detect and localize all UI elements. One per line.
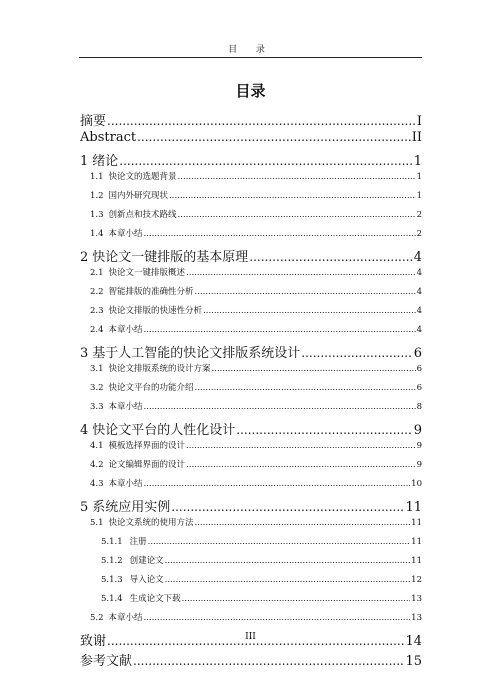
- toc-entry-title: 导入论文: [129, 575, 164, 585]
- toc-dot-leader: [119, 154, 412, 169]
- toc-entry-title: 绪论: [92, 154, 119, 169]
- toc-entry[interactable]: [80, 650, 422, 670]
- toc-title: 目录: [235, 82, 266, 100]
- toc-entry[interactable]: [80, 516, 422, 535]
- toc-dot-leader: [178, 172, 416, 182]
- toc-entry-number: 4.2: [90, 460, 104, 470]
- toc-entry-page: 15: [405, 654, 422, 669]
- toc-dot-leader: [165, 575, 411, 585]
- toc-entry-page: 1: [413, 154, 422, 169]
- toc-entry-number: 1.3: [90, 210, 104, 220]
- toc-dot-leader: [195, 287, 416, 297]
- toc-entry-title: 本章小结: [108, 479, 143, 489]
- toc-entry[interactable]: [80, 362, 422, 381]
- toc-entry-number: 3.2: [90, 383, 104, 393]
- toc-entry-number: 5.1.3: [101, 575, 123, 585]
- toc-dot-leader: [133, 654, 404, 669]
- toc-entry-number: 1.2: [90, 191, 104, 201]
- toc-entry[interactable]: [80, 342, 422, 362]
- toc-entry-page: I: [416, 114, 422, 129]
- toc-dot-leader: [144, 479, 411, 489]
- toc-dot-leader: [195, 383, 416, 393]
- toc-entry[interactable]: [80, 246, 422, 266]
- toc-entry-title: 本章小结: [108, 229, 143, 239]
- toc-entry-page: 4: [413, 250, 422, 265]
- toc-entry-number: 2: [80, 250, 89, 265]
- toc-dot-leader: [107, 114, 416, 129]
- toc-entry-page: 1: [416, 191, 422, 201]
- toc-entry-number: 5.1.2: [101, 556, 123, 566]
- toc-dot-leader: [301, 346, 412, 361]
- toc-entry[interactable]: [80, 496, 422, 516]
- toc-dot-leader: [203, 306, 416, 316]
- toc-entry[interactable]: [80, 150, 422, 170]
- toc-entry[interactable]: [80, 304, 422, 323]
- toc-entry[interactable]: [80, 208, 422, 227]
- toc-entry-title: 快论文平台的人性化设计: [92, 423, 236, 438]
- toc-entry[interactable]: [80, 227, 422, 246]
- toc-entry-title: 参考文献: [80, 654, 133, 669]
- toc-entry-page: 4: [416, 268, 422, 278]
- toc-entry[interactable]: [80, 439, 422, 458]
- toc-entry-number: 1.4: [90, 229, 104, 239]
- toc-dot-leader: [144, 402, 416, 412]
- toc-entry-title: 生成论文下载: [129, 594, 181, 604]
- toc-entry-page: 2: [416, 229, 422, 239]
- toc-entry[interactable]: [80, 611, 422, 630]
- toc-entry[interactable]: [80, 381, 422, 400]
- toc-entry-page: 11: [411, 537, 422, 547]
- toc-entry-page: 11: [411, 518, 422, 528]
- toc-entry-page: II: [411, 130, 422, 145]
- toc-dot-leader: [165, 556, 411, 566]
- toc-entry-title: 注册: [129, 537, 147, 547]
- toc-entry-number: 5.1.4: [101, 594, 123, 604]
- toc-entry-number: 1.1: [90, 172, 104, 182]
- toc-entry-title: 论文编辑界面的设计: [108, 460, 186, 470]
- toc-entry-title: 摘要: [80, 114, 107, 129]
- toc-entry-page: 1: [416, 172, 422, 182]
- toc-entry-title: 基于人工智能的快论文排版系统设计: [92, 346, 301, 361]
- toc-dot-leader: [144, 325, 416, 335]
- toc-entry-number: 3.1: [90, 364, 104, 374]
- toc-entry-title: 快论文排版系统的设计方案: [108, 364, 211, 374]
- toc-entry[interactable]: [80, 323, 422, 342]
- toc-entry-number: 5.1.1: [101, 537, 123, 547]
- toc-entry[interactable]: [80, 592, 422, 611]
- toc-entry[interactable]: [80, 477, 422, 496]
- toc-entry-title: 创新点和技术路线: [108, 210, 177, 220]
- toc-entry-page: 12: [411, 575, 422, 585]
- toc-entry-number: 2.4: [90, 325, 104, 335]
- toc-entry-title: 快论文一键排版的基本原理: [92, 250, 249, 265]
- toc-entry[interactable]: [80, 266, 422, 285]
- toc-dot-leader: [137, 130, 411, 145]
- toc-entry-title: 本章小结: [108, 402, 143, 412]
- toc-entry-page: 9: [416, 460, 422, 470]
- toc-entry[interactable]: [80, 400, 422, 419]
- toc-entry-title: 系统应用实例: [92, 500, 171, 515]
- toc-entry-number: 5: [80, 500, 89, 515]
- toc-entry-title: 快论文平台的功能介绍: [108, 383, 194, 393]
- toc-entry-title: 快论文一键排版概述: [108, 268, 186, 278]
- toc-entry-title: 快论文的选题背景: [108, 172, 177, 182]
- page-number: III: [245, 632, 256, 642]
- header-rule: [79, 57, 422, 58]
- toc-entry-title: 致谢: [80, 634, 107, 649]
- toc-dot-leader: [171, 500, 404, 515]
- toc-entry-page: 4: [416, 287, 422, 297]
- toc-entry-page: 13: [411, 594, 422, 604]
- toc-entry-title: 模板选择界面的设计: [108, 441, 186, 451]
- toc-entry-page: 10: [411, 479, 422, 489]
- toc-dot-leader: [249, 250, 412, 265]
- toc-entry-page: 2: [416, 210, 422, 220]
- toc-entry[interactable]: [80, 535, 422, 554]
- toc-entry[interactable]: [80, 573, 422, 592]
- toc-entry-number: 2.2: [90, 287, 104, 297]
- toc-entry[interactable]: [80, 458, 422, 477]
- toc-entry-title: Abstract: [80, 130, 137, 145]
- toc-dot-leader: [182, 594, 411, 604]
- toc-entry-number: 4.1: [90, 441, 104, 451]
- toc-entry-page: 13: [411, 613, 422, 623]
- toc-entry[interactable]: [80, 130, 422, 150]
- toc-entry-page: 11: [405, 500, 422, 515]
- toc-entry-page: 4: [416, 306, 422, 316]
- toc-dot-leader: [186, 268, 416, 278]
- running-header: 目 录: [228, 45, 273, 55]
- toc-entry[interactable]: [80, 170, 422, 189]
- toc-entry-number: 5.1: [90, 518, 104, 528]
- toc-entry[interactable]: [80, 419, 422, 439]
- toc-entry-page: 9: [416, 441, 422, 451]
- toc-entry-page: 11: [411, 556, 422, 566]
- toc-entry[interactable]: [80, 554, 422, 573]
- table-of-contents: [80, 110, 422, 670]
- toc-entry-number: 2.3: [90, 306, 104, 316]
- toc-entry-number: 3: [80, 346, 89, 361]
- toc-entry-title: 创建论文: [129, 556, 164, 566]
- toc-entry-page: 6: [416, 383, 422, 393]
- toc-entry-title: 国内外研究现状: [108, 191, 169, 201]
- toc-dot-leader: [178, 210, 416, 220]
- toc-dot-leader: [195, 518, 411, 528]
- toc-dot-leader: [144, 613, 411, 623]
- toc-entry-page: 6: [413, 346, 422, 361]
- toc-dot-leader: [144, 229, 416, 239]
- toc-entry-title: 本章小结: [108, 613, 143, 623]
- toc-entry-page: 4: [416, 325, 422, 335]
- toc-dot-leader: [236, 423, 412, 438]
- toc-entry-number: 4.3: [90, 479, 104, 489]
- toc-entry[interactable]: [80, 285, 422, 304]
- toc-dot-leader: [186, 460, 416, 470]
- toc-dot-leader: [148, 537, 411, 547]
- toc-entry-number: 2.1: [90, 268, 104, 278]
- toc-dot-leader: [186, 441, 416, 451]
- toc-entry-page: 14: [405, 634, 422, 649]
- toc-entry-number: 1: [80, 154, 89, 169]
- toc-entry[interactable]: [80, 110, 422, 130]
- toc-entry-title: 快论文排版的快速性分析: [108, 306, 203, 316]
- toc-entry-title: 本章小结: [108, 325, 143, 335]
- toc-dot-leader: [169, 191, 416, 201]
- toc-entry-number: 5.2: [90, 613, 104, 623]
- toc-dot-leader: [212, 364, 416, 374]
- toc-entry-number: 4: [80, 423, 89, 438]
- toc-entry-page: 8: [416, 402, 422, 412]
- toc-entry-title: 快论文系统的使用方法: [108, 518, 194, 528]
- toc-entry-number: 3.3: [90, 402, 104, 412]
- toc-entry-title: 智能排版的准确性分析: [108, 287, 194, 297]
- toc-entry-page: 6: [416, 364, 422, 374]
- toc-entry-page: 9: [413, 423, 422, 438]
- toc-entry[interactable]: [80, 189, 422, 208]
